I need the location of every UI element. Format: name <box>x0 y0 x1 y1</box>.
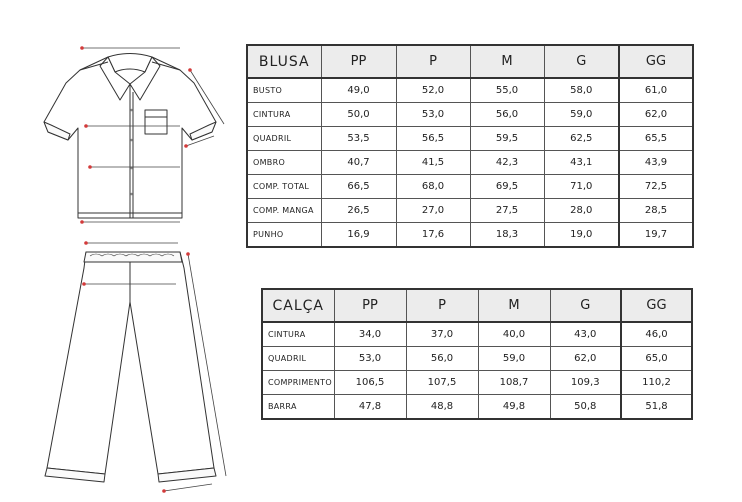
table-cell: 42,3 <box>470 151 544 175</box>
table-cell: 49,8 <box>478 395 550 420</box>
table-cell: 53,0 <box>334 347 406 371</box>
table-cell: 43,1 <box>544 151 619 175</box>
table-cell: 52,0 <box>396 78 470 103</box>
row-label: PUNHO <box>247 223 321 248</box>
table-cell: 56,0 <box>470 103 544 127</box>
row-label: CINTURA <box>247 103 321 127</box>
table-cell: 71,0 <box>544 175 619 199</box>
calca-header-row <box>262 289 692 322</box>
row-label: BARRA <box>262 395 334 420</box>
blusa-row-quadril <box>247 127 693 151</box>
blusa-row-busto <box>247 78 693 103</box>
calca-title: CALÇA <box>262 289 334 322</box>
table-cell: 53,0 <box>396 103 470 127</box>
table-cell: 56,5 <box>396 127 470 151</box>
table-cell: 28,0 <box>544 199 619 223</box>
table-cell: 50,0 <box>321 103 396 127</box>
table-cell: 48,8 <box>406 395 478 420</box>
table-cell: 43,9 <box>619 151 693 175</box>
calca-row-quadril <box>262 347 692 371</box>
table-cell: 110,2 <box>621 371 692 395</box>
table-cell: 109,3 <box>550 371 621 395</box>
table-cell: 18,3 <box>470 223 544 248</box>
table-cell: 56,0 <box>406 347 478 371</box>
blusa-size-p: P <box>396 45 470 78</box>
table-cell: 19,0 <box>544 223 619 248</box>
table-cell: 53,5 <box>321 127 396 151</box>
table-cell: 55,0 <box>470 78 544 103</box>
calca-size-g: G <box>550 289 621 322</box>
shirt-drawing <box>44 54 216 219</box>
row-label: COMPRIMENTO <box>262 371 334 395</box>
blusa-size-m: M <box>470 45 544 78</box>
blusa-row-comp-manga <box>247 199 693 223</box>
table-cell: 27,0 <box>396 199 470 223</box>
table-cell: 46,0 <box>621 322 692 347</box>
table-cell: 108,7 <box>478 371 550 395</box>
calca-row-comprimento <box>262 371 692 395</box>
pajama-illustration <box>0 0 245 502</box>
table-cell: 66,5 <box>321 175 396 199</box>
table-cell: 72,5 <box>619 175 693 199</box>
row-label: OMBRO <box>247 151 321 175</box>
blusa-size-pp: PP <box>321 45 396 78</box>
table-cell: 47,8 <box>334 395 406 420</box>
table-cell: 19,7 <box>619 223 693 248</box>
table-cell: 107,5 <box>406 371 478 395</box>
table-cell: 68,0 <box>396 175 470 199</box>
table-cell: 49,0 <box>321 78 396 103</box>
pants-drawing <box>45 252 216 482</box>
table-cell: 65,0 <box>621 347 692 371</box>
row-label: COMP. TOTAL <box>247 175 321 199</box>
table-cell: 50,8 <box>550 395 621 420</box>
table-cell: 26,5 <box>321 199 396 223</box>
blusa-row-cintura <box>247 103 693 127</box>
table-cell: 43,0 <box>550 322 621 347</box>
row-label: QUADRIL <box>247 127 321 151</box>
blusa-row-comp-total <box>247 175 693 199</box>
table-cell: 34,0 <box>334 322 406 347</box>
blusa-header-row <box>247 45 693 78</box>
table-cell: 62,0 <box>550 347 621 371</box>
calca-size-table <box>261 288 693 420</box>
table-cell: 40,7 <box>321 151 396 175</box>
table-cell: 17,6 <box>396 223 470 248</box>
table-cell: 41,5 <box>396 151 470 175</box>
blusa-size-table <box>246 44 694 248</box>
table-cell: 62,0 <box>619 103 693 127</box>
table-cell: 69,5 <box>470 175 544 199</box>
table-cell: 59,0 <box>478 347 550 371</box>
table-cell: 37,0 <box>406 322 478 347</box>
calca-row-cintura <box>262 322 692 347</box>
table-cell: 40,0 <box>478 322 550 347</box>
blusa-row-punho <box>247 223 693 248</box>
table-cell: 51,8 <box>621 395 692 420</box>
table-cell: 61,0 <box>619 78 693 103</box>
table-cell: 58,0 <box>544 78 619 103</box>
table-cell: 28,5 <box>619 199 693 223</box>
table-cell: 106,5 <box>334 371 406 395</box>
table-cell: 59,5 <box>470 127 544 151</box>
row-label: CINTURA <box>262 322 334 347</box>
table-cell: 65,5 <box>619 127 693 151</box>
calca-size-m: M <box>478 289 550 322</box>
blusa-size-g: G <box>544 45 619 78</box>
row-label: COMP. MANGA <box>247 199 321 223</box>
blusa-title: BLUSA <box>247 45 321 78</box>
calca-size-p: P <box>406 289 478 322</box>
calca-size-gg: GG <box>621 289 692 322</box>
table-cell: 62,5 <box>544 127 619 151</box>
blusa-size-gg: GG <box>619 45 693 78</box>
calca-row-barra <box>262 395 692 420</box>
table-cell: 59,0 <box>544 103 619 127</box>
calca-size-pp: PP <box>334 289 406 322</box>
row-label: BUSTO <box>247 78 321 103</box>
row-label: QUADRIL <box>262 347 334 371</box>
table-cell: 27,5 <box>470 199 544 223</box>
table-cell: 16,9 <box>321 223 396 248</box>
blusa-row-ombro <box>247 151 693 175</box>
